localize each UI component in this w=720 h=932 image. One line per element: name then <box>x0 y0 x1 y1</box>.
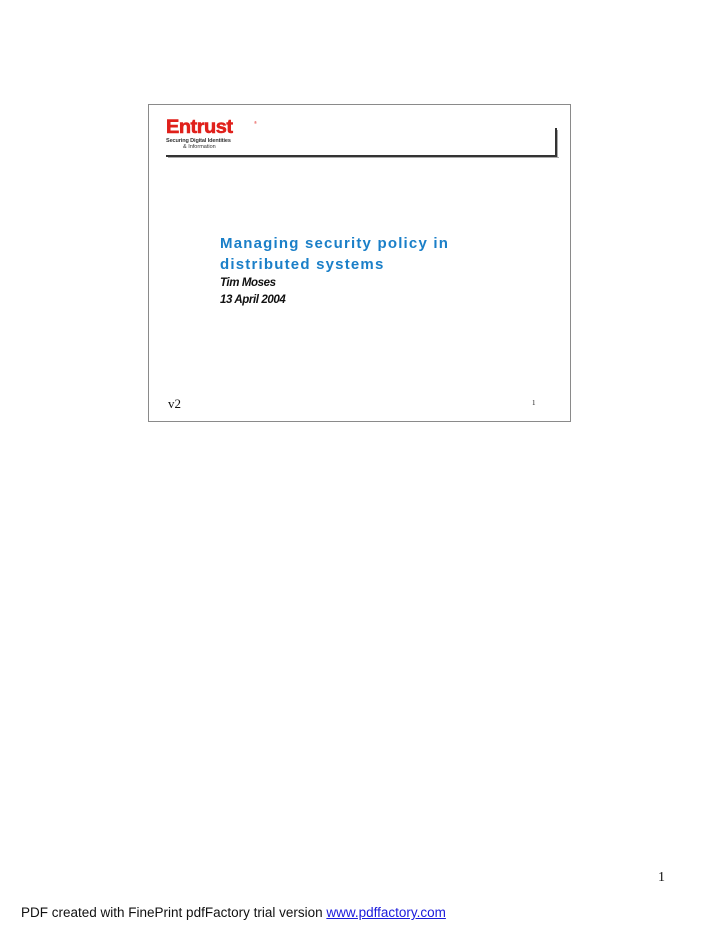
logo-tagline-line1: Securing Digital Identities <box>166 138 231 144</box>
header-rule <box>166 155 557 157</box>
slide-title-line-2: distributed systems <box>220 256 385 273</box>
pdf-footer <box>21 905 446 920</box>
slide-title-line-1: Managing security policy in <box>220 235 450 252</box>
header-rule-shadow <box>168 157 559 158</box>
page-number: 1 <box>658 870 665 885</box>
slide-number: 1 <box>532 399 536 407</box>
slide-title <box>220 233 520 275</box>
header-tick <box>555 128 557 156</box>
footer-text: PDF created with FinePrint pdfFactory trial version <box>21 905 327 920</box>
slide-frame <box>148 104 571 422</box>
slide-version: v2 <box>168 396 181 411</box>
slide-date: 13 April 2004 <box>220 294 286 306</box>
header-tick-shadow <box>557 130 558 158</box>
logo-trademark: ® <box>254 120 257 125</box>
logo-tagline-line2: & Information <box>183 144 216 150</box>
slide-author: Tim Moses <box>220 277 276 289</box>
pdffactory-link[interactable]: www.pdffactory.com <box>326 905 446 920</box>
logo-brand: Entrust <box>166 117 233 138</box>
entrust-logo <box>166 118 256 154</box>
